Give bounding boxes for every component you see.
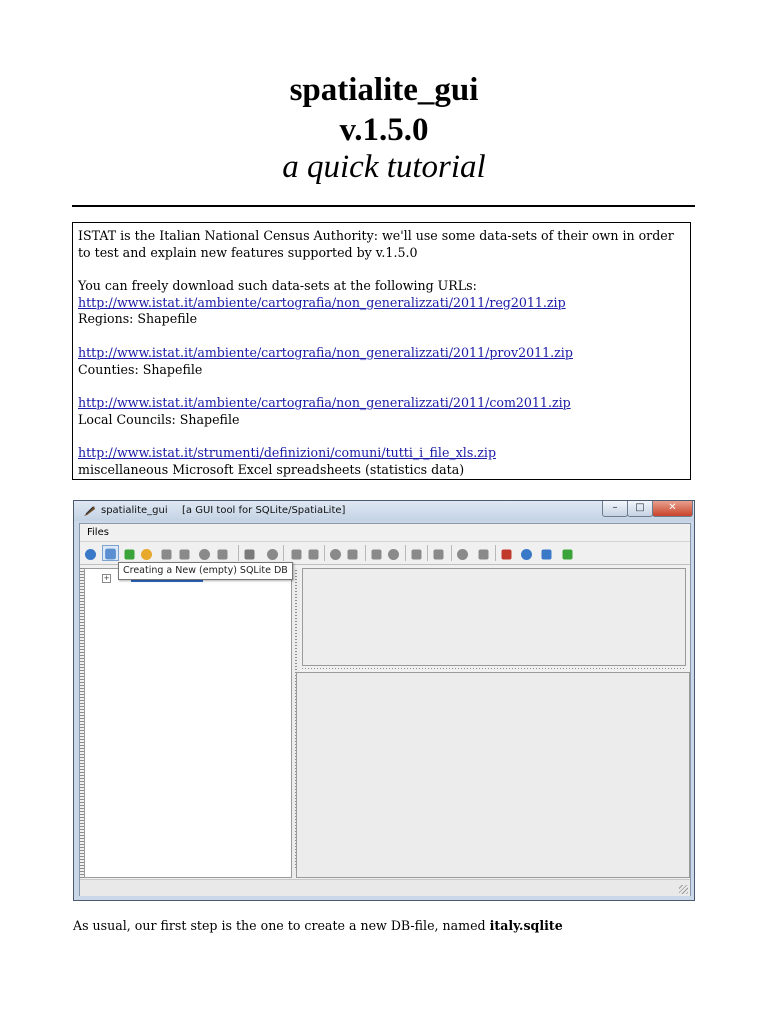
close-button[interactable]: ✕: [652, 501, 693, 517]
caption-filename: italy.sqlite: [489, 918, 563, 933]
sql-script-icon[interactable]: [216, 546, 229, 559]
spacer: [78, 261, 690, 278]
spacer: [78, 428, 690, 445]
help-icon[interactable]: [520, 546, 533, 559]
sql-log-icon[interactable]: [477, 546, 490, 559]
disconnect-icon[interactable]: [123, 546, 136, 559]
spreadsheets-link[interactable]: http://www.istat.it/strumenti/definizioni/comuni/tutti_i_file_xls.zip: [78, 445, 497, 461]
toolbar-separator: [495, 545, 496, 561]
title-rule: [72, 205, 695, 207]
page-title-version: v.1.5.0: [339, 112, 429, 148]
window-subtitle: [a GUI tool for SQLite/SpatiaLite]: [182, 505, 346, 516]
toolbar-separator: [324, 545, 325, 561]
result-grid-pane[interactable]: [296, 672, 690, 878]
memory-db-icon[interactable]: [140, 546, 153, 559]
memory-load-icon[interactable]: [160, 546, 173, 559]
feather-app-icon: [83, 504, 96, 517]
spreadsheets-desc: miscellaneous Microsoft Excel spreadsheets (statistics data): [78, 461, 465, 477]
sql-query-pane[interactable]: [302, 568, 686, 666]
load-csv-icon[interactable]: [290, 546, 303, 559]
toolbar-separator: [427, 545, 428, 561]
exit-icon[interactable]: [561, 546, 574, 559]
toolbar-separator: [238, 545, 239, 561]
dump-txt-icon[interactable]: [387, 546, 400, 559]
regions-desc: Regions: Shapefile: [78, 311, 198, 327]
page-subtitle: a quick tutorial: [282, 149, 486, 185]
status-bar: [80, 879, 690, 896]
minimize-button[interactable]: –: [602, 501, 628, 517]
caption-text: As usual, our first step is the one to create a new DB-file, named: [73, 918, 490, 933]
network-icon[interactable]: [410, 546, 423, 559]
virtual-xl-icon[interactable]: [456, 546, 469, 559]
virtual-csv-icon[interactable]: [307, 546, 320, 559]
maximize-button[interactable]: □: [627, 501, 653, 517]
tree-expand-icon[interactable]: +: [103, 574, 110, 582]
counties-desc: Counties: Shapefile: [78, 361, 203, 377]
menubar: [80, 524, 690, 541]
spacer: [78, 328, 690, 345]
intro-box: [72, 222, 691, 480]
exif-icon[interactable]: [432, 546, 445, 559]
about-icon[interactable]: [540, 546, 553, 559]
councils-desc: Local Councils: Shapefile: [78, 411, 240, 427]
councils-link[interactable]: http://www.istat.it/ambiente/cartografia/non_generalizzati/2011/com2011.zip: [78, 395, 571, 411]
vacuum-icon[interactable]: [198, 546, 211, 559]
download-intro: You can freely download such data-sets at the following URLs:: [78, 278, 477, 294]
charset-icon[interactable]: [500, 546, 513, 559]
menu-files[interactable]: Files: [87, 527, 109, 538]
spacer: [78, 378, 690, 395]
load-dbf-icon[interactable]: [329, 546, 342, 559]
caption: [73, 918, 563, 933]
counties-link[interactable]: http://www.istat.it/ambiente/cartografia/non_generalizzati/2011/prov2011.zip: [78, 344, 573, 360]
db-tree-pane[interactable]: [84, 568, 292, 878]
load-shp-icon[interactable]: [243, 546, 256, 559]
regions-link[interactable]: http://www.istat.it/ambiente/cartografia/non_generalizzati/2011/reg2011.zip: [78, 294, 566, 310]
intro-paragraph: ISTAT is the Italian National Census Authority: we'll use some data-sets of their own in order to test and explain new features supported by v.1.5.0: [78, 228, 674, 260]
toolbar-tooltip: Creating a New (empty) SQLite DB: [118, 562, 293, 580]
virtual-dbf-icon[interactable]: [346, 546, 359, 559]
connect-icon[interactable]: [84, 546, 97, 559]
window-title: spatialite_gui: [101, 505, 168, 516]
app-window: [73, 500, 695, 901]
toolbar-separator: [283, 545, 284, 561]
toolbar-separator: [451, 545, 452, 561]
toolbar-separator: [365, 545, 366, 561]
create-new-db-icon[interactable]: [102, 545, 119, 561]
toolbar-separator: [405, 545, 406, 561]
dump-shp-icon[interactable]: [370, 546, 383, 559]
page-title-line1: spatialite_gui: [289, 72, 479, 108]
memory-save-icon[interactable]: [178, 546, 191, 559]
virtual-shp-icon[interactable]: [266, 546, 279, 559]
resize-grip-icon[interactable]: [679, 885, 688, 894]
window-titlebar[interactable]: [74, 501, 694, 521]
